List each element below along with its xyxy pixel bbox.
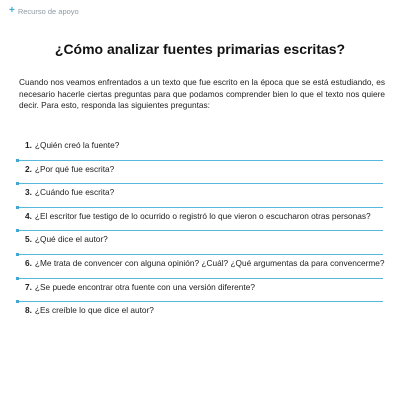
- question-number: 4.: [25, 210, 32, 221]
- question-number: 7.: [25, 281, 32, 292]
- question-item: [17, 231, 383, 255]
- question-item: [17, 208, 383, 232]
- question-item: [17, 161, 383, 185]
- intro-paragraph: Cuando nos veamos enfrentados a un texto que fue escrito en la época que se está estudiando, es necesario hacerle ciertas preguntas para que podamos comprender bien lo que el texto nos quiere decir. Para esto, responda las siguientes preguntas:: [19, 77, 385, 110]
- plus-icon: +: [9, 5, 15, 16]
- question-number: 2.: [25, 163, 32, 174]
- question-text: ¿Me trata de convencer con alguna opinión? ¿Cuál? ¿Qué argumentas da para convencerme?: [34, 257, 385, 268]
- question-number: 3.: [25, 187, 32, 198]
- question-text: ¿Qué dice el autor?: [34, 234, 108, 245]
- question-text: ¿Cuándo fue escrita?: [34, 187, 115, 198]
- question-text: ¿Se puede encontrar otra fuente con una versión diferente?: [34, 281, 255, 292]
- question-number: 5.: [25, 234, 32, 245]
- question-item: [17, 279, 383, 303]
- question-text: ¿Por qué fue escrita?: [34, 163, 115, 174]
- question-item: [17, 255, 383, 279]
- question-text: ¿Es creíble lo que dice el autor?: [34, 305, 154, 316]
- resource-tag: [9, 6, 79, 16]
- question-item: [17, 184, 383, 208]
- question-item: [17, 302, 383, 326]
- question-text: ¿El escritor fue testigo de lo ocurrido o registró lo que vieron o escucharon otras personas?: [34, 210, 371, 221]
- page-title: ¿Cómo analizar fuentes primarias escritas?: [54, 41, 346, 57]
- question-item: [17, 137, 383, 161]
- question-number: 6.: [25, 257, 32, 268]
- question-number: 8.: [25, 305, 32, 316]
- question-number: 1.: [25, 140, 32, 150]
- resource-tag-label: Recurso de apoyo: [17, 6, 79, 16]
- question-text: ¿Quién creó la fuente?: [34, 140, 120, 150]
- question-list: [17, 137, 383, 326]
